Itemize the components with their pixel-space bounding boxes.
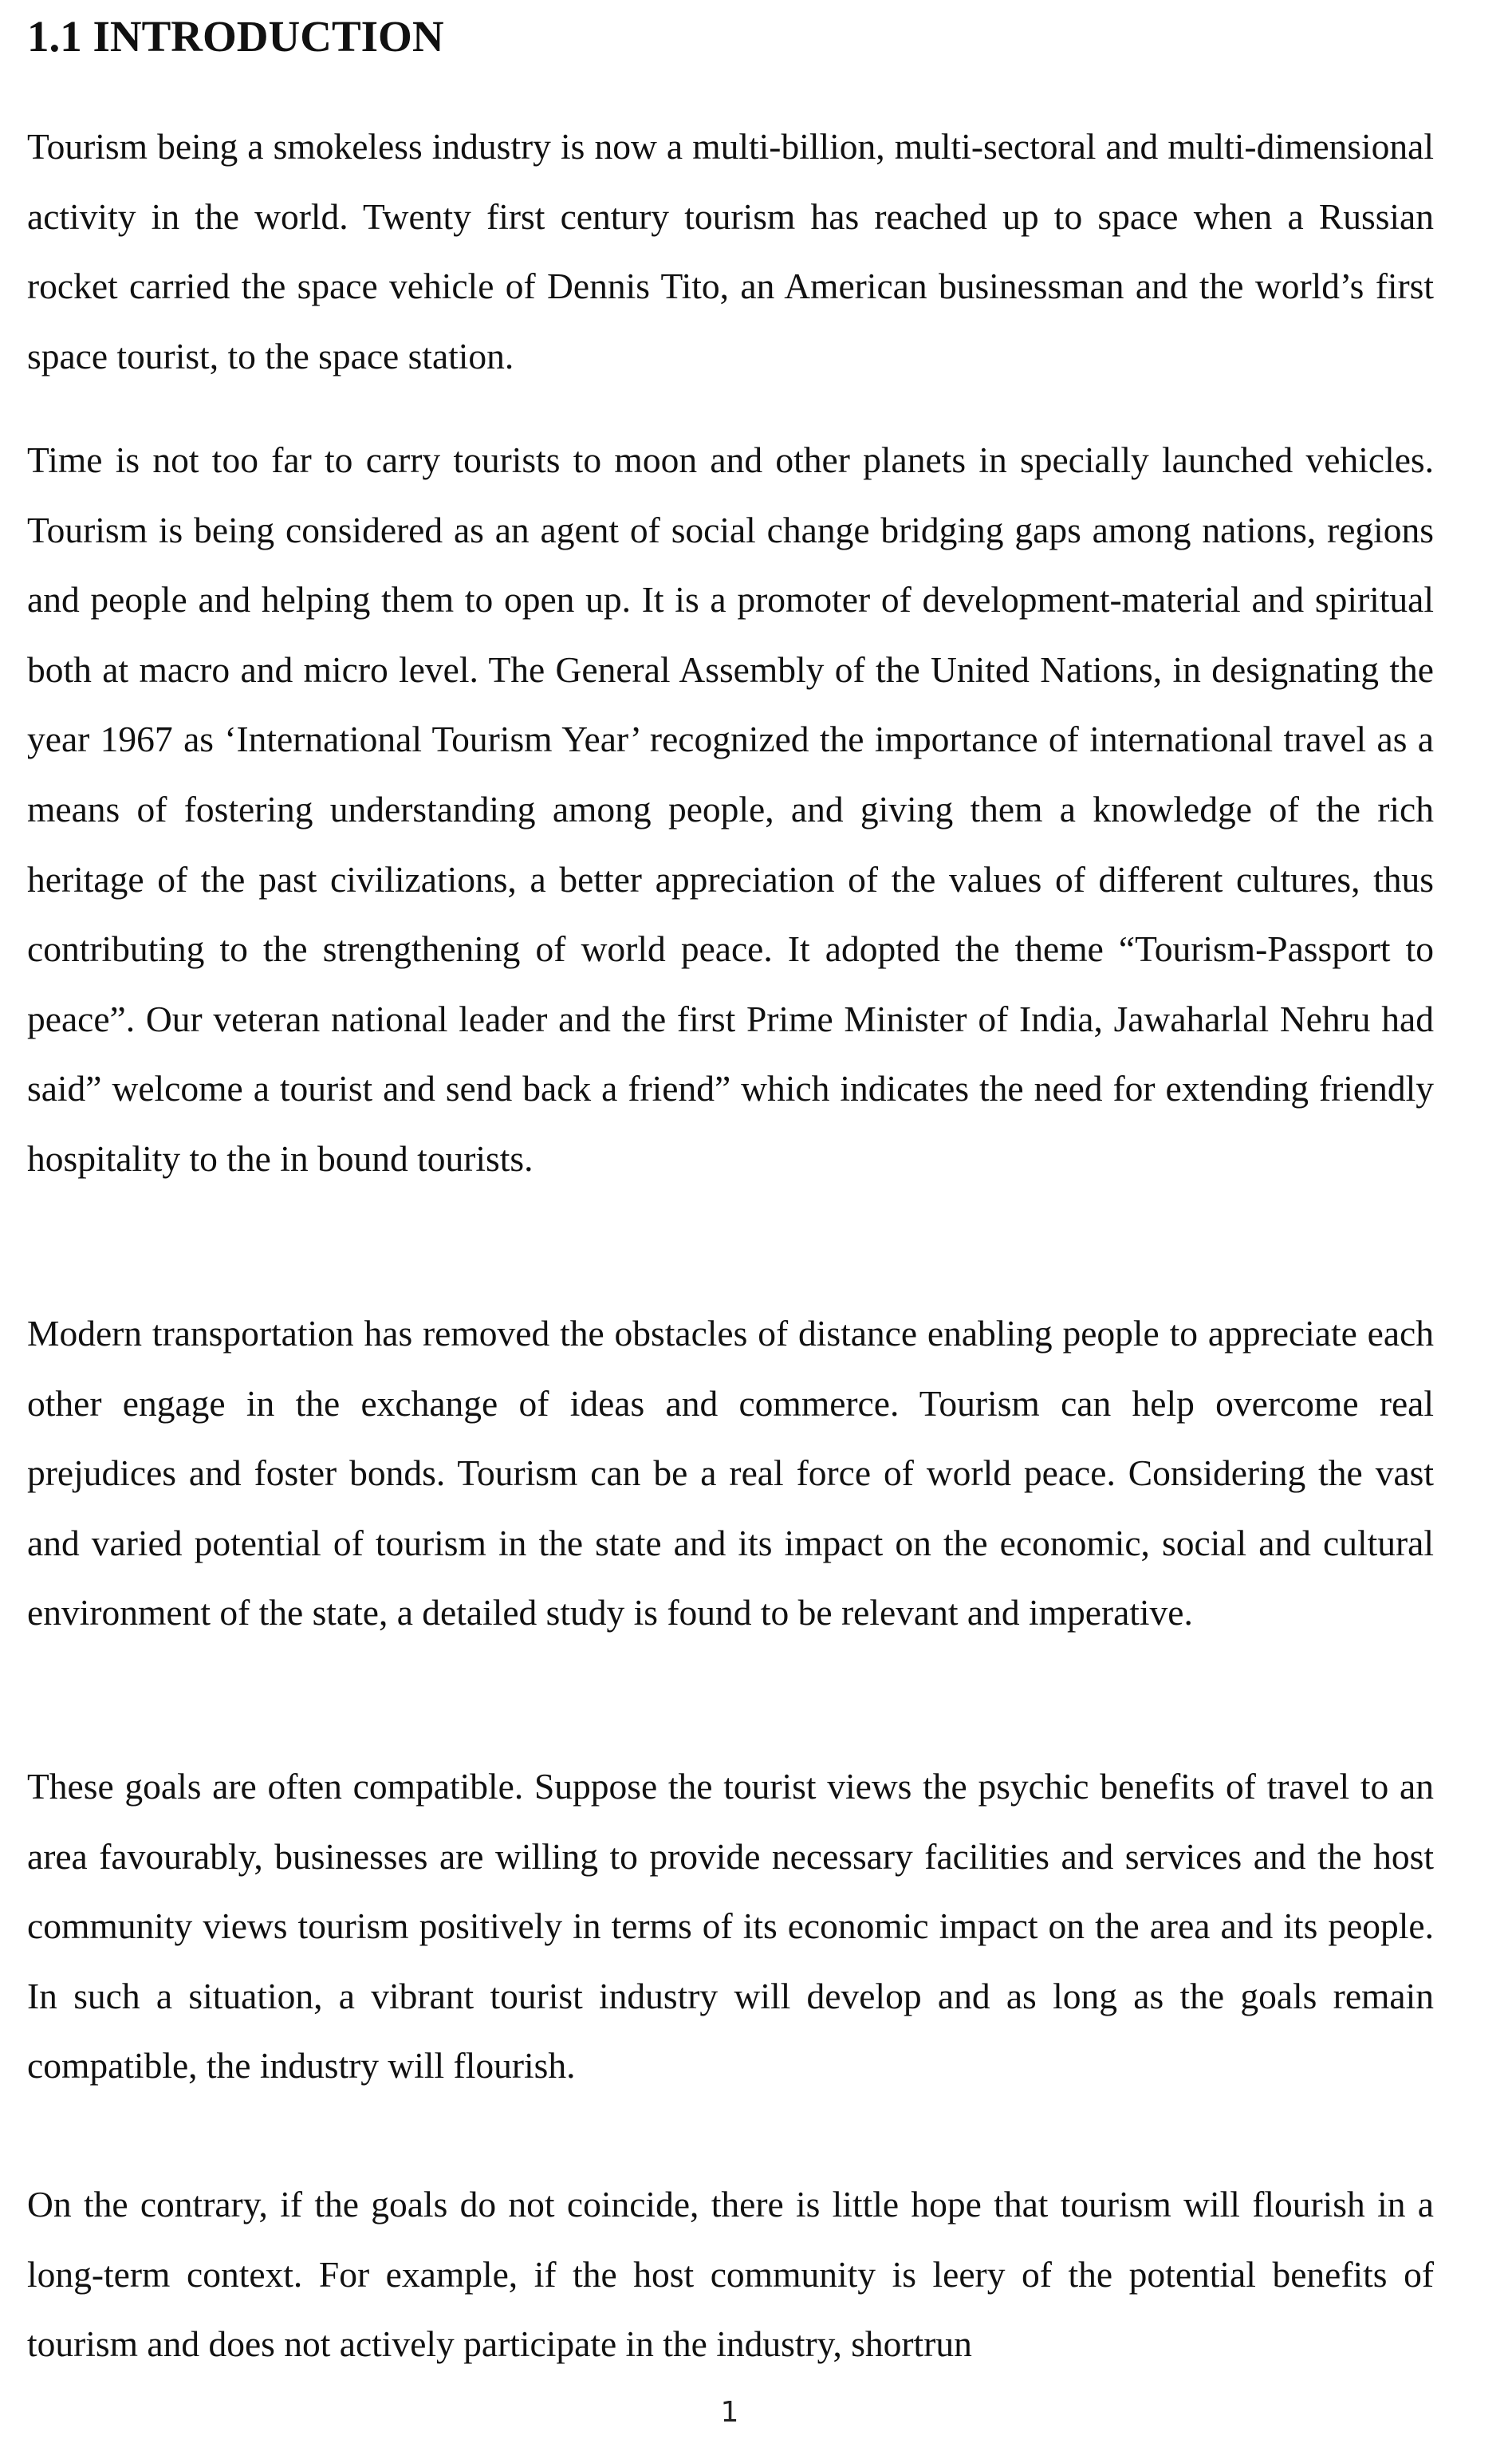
- page-number: 1: [720, 2396, 739, 2429]
- paragraph-1: Tourism being a smokeless industry is now a multi-billion, multi-sectoral and multi-dimensional activity in the world. Twenty first century tourism has reached up to space when a Russian rocket carried the space vehicle of Dennis Tito, an American businessman and the world’s first space tourist, to the space station.: [27, 126, 1434, 376]
- paragraph-3: Modern transportation has removed the obstacles of distance enabling people to appreciate each other engage in the exchange of ideas and commerce. Tourism can help overcome real prejudices and foster bonds. Tourism can be a real force of world peace. Considering the vast and varied potential of tourism in the state and its impact on the economic, social and cultural environment of the state, a detailed study is found to be relevant and imperative.: [27, 1313, 1434, 1633]
- paragraph-2: Time is not too far to carry tourists to moon and other planets in specially launched vehicles. Tourism is being considered as an agent of social change bridging gaps among nations, regions and people and helping them to open up. It is a promoter of development-material and spiritual both at macro and micro level. The General Assembly of the United Nations, in designating the year 1967 as ‘International Tourism Year’ recognized the importance of international travel as a means of fostering understanding among people, and giving them a knowledge of the rich heritage of the past civilizations, a better appreciation of the values of different cultures, thus contributing to the strengthening of world peace. It adopted the theme “Tourism-Passport to peace”. Our veteran national leader and the first Prime Minister of India, Jawaharlal Nehru had said” welcome a tourist and send back a friend” which indicates the need for extending friendly hospitality to the in bound tourists.: [27, 439, 1434, 1179]
- paragraph-4: These goals are often compatible. Suppose the tourist views the psychic benefits of travel to an area favourably, businesses are willing to provide necessary facilities and services and the host community views tourism positively in terms of its economic impact on the area and its people. In such a situation, a vibrant tourist industry will develop and as long as the goals remain compatible, the industry will flourish.: [27, 1766, 1434, 2087]
- paragraph-5: On the contrary, if the goals do not coincide, there is little hope that tourism will flourish in a long-term context. For example, if the host community is leery of the potential benefits of tourism and does not actively participate in the industry, shortrun: [27, 2184, 1434, 2365]
- section-heading: 1.1 INTRODUCTION: [27, 12, 444, 61]
